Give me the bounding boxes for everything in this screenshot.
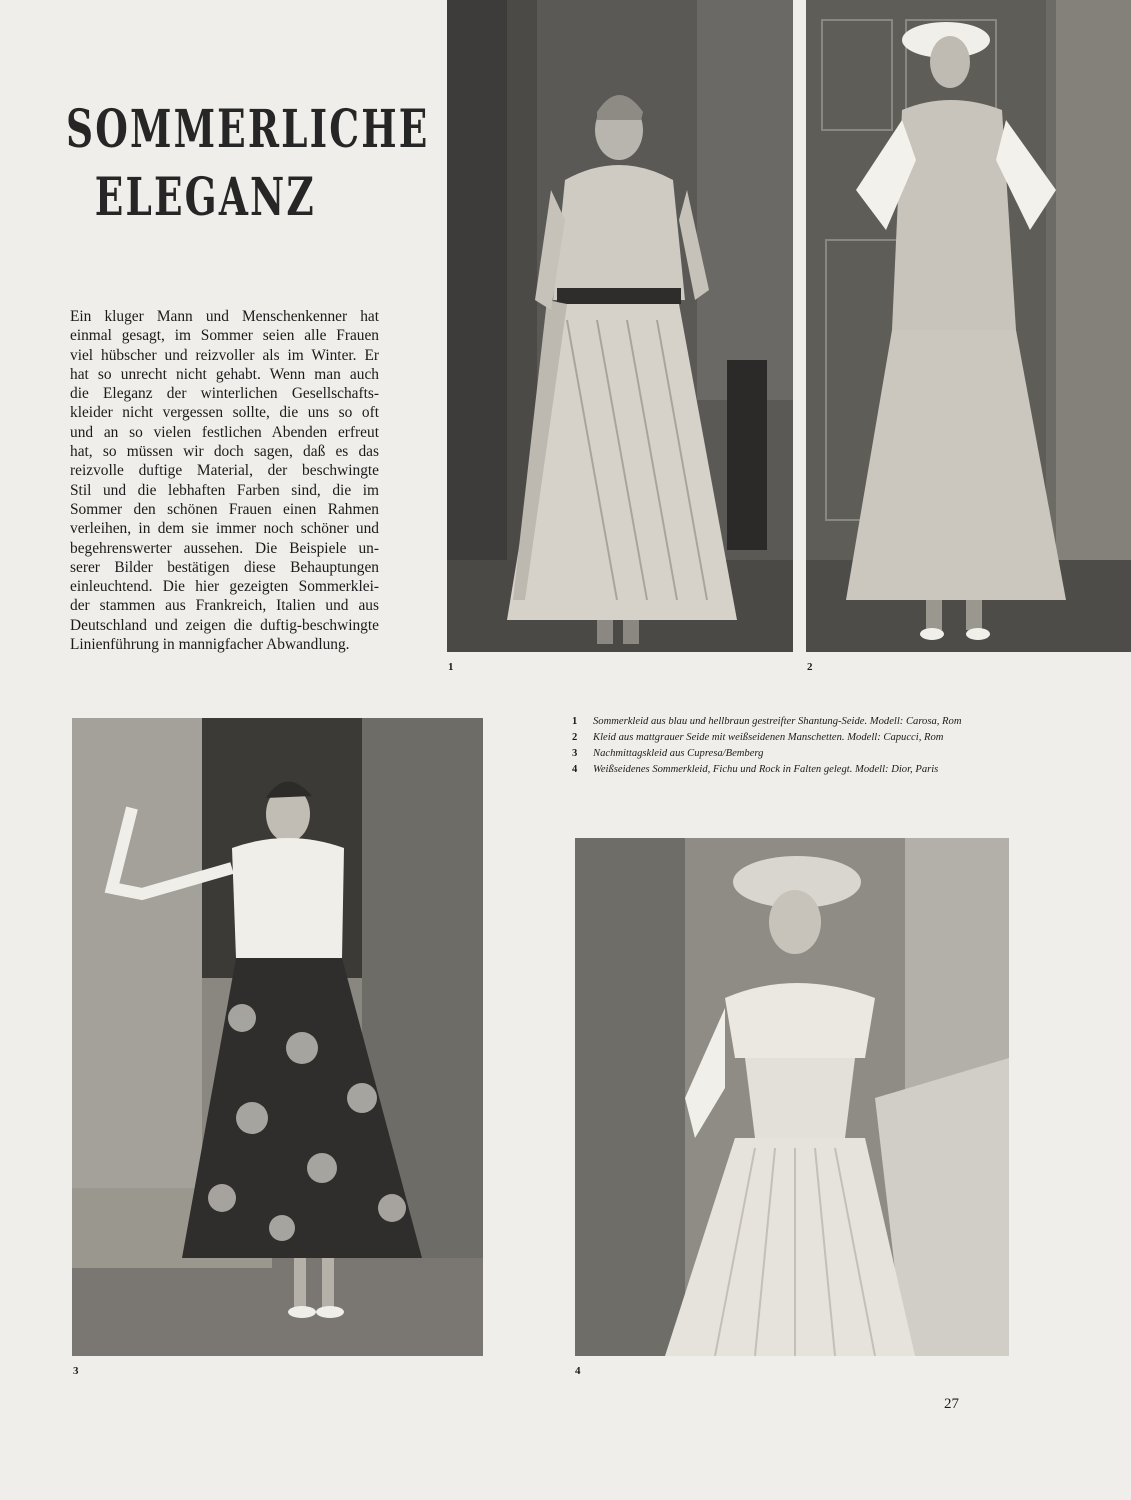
- body-line: hat, so müssen wir doch sagen, daß es das: [70, 443, 379, 461]
- body-line: hat so unrecht nicht gehabt. Wenn man auch: [70, 365, 379, 383]
- caption-number: 3: [572, 748, 578, 759]
- body-line: begehrenswerter aussehen. Die Beispiele un-: [70, 539, 379, 557]
- photo-3-image: [72, 718, 483, 1356]
- photo-4-number: 4: [575, 1365, 581, 1377]
- caption-text: Weißseidenes Sommerkleid, Fichu und Rock in Falten gelegt. Modell: Dior, Paris: [593, 764, 939, 775]
- body-line: die Eleganz der winterlichen Gesellschafts-: [70, 385, 379, 403]
- photo-2: [806, 0, 1131, 652]
- body-line: und an so vielen festlichen Abenden erfreut: [70, 423, 379, 441]
- caption-number: 4: [572, 764, 578, 775]
- caption-item: [572, 730, 1092, 746]
- caption-text: Kleid aus mattgrauer Seide mit weißseidenen Manschetten. Modell: Capucci, Rom: [593, 732, 944, 743]
- body-line: Deutschland und zeigen die duftig-beschwingte: [70, 616, 379, 634]
- article-title: [66, 96, 430, 232]
- caption-item: [572, 714, 1092, 730]
- photo-1: [447, 0, 793, 652]
- body-line: Sommer den schönen Frauen einen Rahmen: [70, 500, 379, 518]
- photo-4: [575, 838, 1009, 1356]
- caption-number: 1: [572, 716, 578, 727]
- photo-3: [72, 718, 483, 1356]
- caption-number: 2: [572, 732, 578, 743]
- body-line: viel hübscher und reizvoller als im Winter. Er: [70, 346, 379, 364]
- body-line: Stil und die lebhaften Farben sind, die im: [70, 481, 379, 499]
- body-line: der stammen aus Frankreich, Italien und aus: [70, 597, 379, 615]
- title-line-2: ELEGANZ: [94, 167, 316, 228]
- photo-4-image: [575, 838, 1009, 1356]
- body-line: Ein kluger Mann und Menschenkenner hat: [70, 308, 379, 325]
- body-line: reizvolle duftige Material, der beschwingte: [70, 462, 379, 480]
- photo-captions: [572, 714, 1092, 778]
- body-line: serer Bilder bestätigen diese Behauptungen: [70, 558, 379, 576]
- article-body: [70, 307, 379, 654]
- body-line: kleider nicht vergessen sollte, die uns so oft: [70, 404, 379, 422]
- title-line-1: SOMMERLICHE: [66, 99, 430, 160]
- caption-text: Nachmittagskleid aus Cupresa/Bemberg: [593, 748, 764, 759]
- caption-item: [572, 762, 1092, 778]
- caption-text: Sommerkleid aus blau und hellbraun gestreifter Shantung-Seide. Modell: Carosa, Rom: [593, 716, 962, 727]
- caption-item: [572, 746, 1092, 762]
- page-number: 27: [944, 1396, 959, 1412]
- body-line: einleuchtend. Die hier gezeigten Sommerklei-: [70, 578, 379, 596]
- photo-2-number: 2: [807, 661, 813, 673]
- body-line: einmal gesagt, im Sommer seien alle Frauen: [70, 327, 379, 345]
- photo-1-number: 1: [448, 661, 454, 673]
- body-line: verleihen, in dem sie immer noch schöner und: [70, 520, 379, 538]
- photo-3-number: 3: [73, 1365, 79, 1377]
- photo-2-image: [806, 0, 1131, 652]
- body-line: Linienführung in mannigfacher Abwandlung.: [70, 636, 350, 654]
- photo-1-image: [447, 0, 793, 652]
